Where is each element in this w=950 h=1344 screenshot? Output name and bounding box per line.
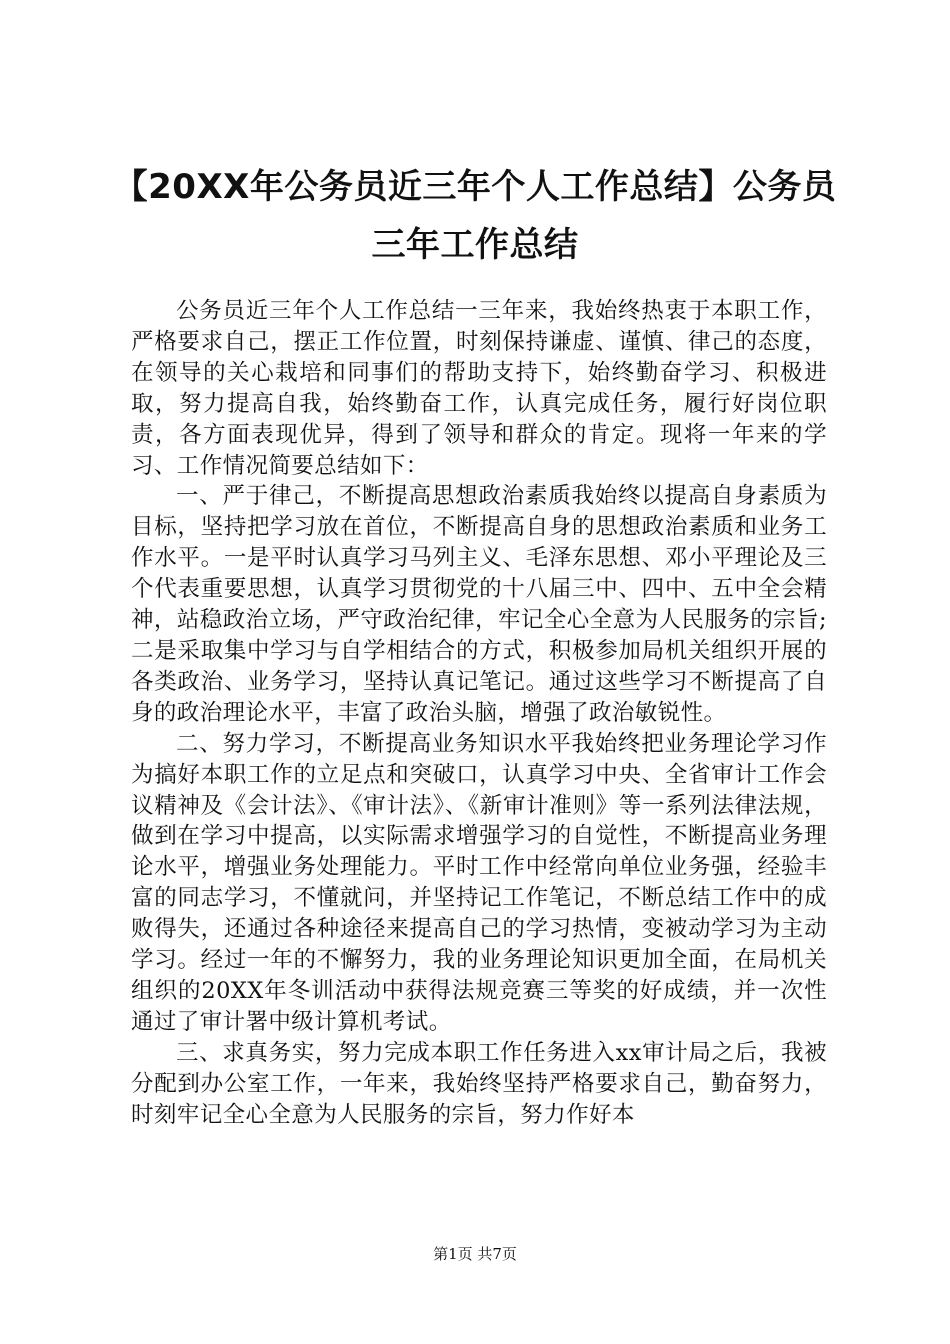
paragraph-section-2: 二、努力学习，不断提高业务知识水平我始终把业务理论学习作为搞好本职工作的立足点和突破口，认真学习中央、全省审计工作会议精神及《会计法》、《审计法》、《新审计准则》等一系列法律法规，做到在学习中提高，以实际需求增强学习的自觉性，不断提高业务理论水平，增强业务处理能力。平时工作中经常向单位业务强，经验丰富的同志学习，不懂就问，并坚持记工作笔记，不断总结工作中的成败得失，还通过各种途径来提高自己的学习热情，变被动学习为主动学习。经过一年的不懈努力，我的业务理论知识更加全面，在局机关组织的20XX年冬训活动中获得法规竞赛三等奖的好成绩，并一次性通过了审计署中级计算机考试。 — [131, 730, 827, 1035]
document-body — [131, 296, 827, 1130]
paragraph-section-3: 三、求真务实，努力完成本职工作任务进入xx审计局之后，我被分配到办公室工作，一年来，我始终坚持严格要求自己，勤奋努力，时刻牢记全心全意为人民服务的宗旨，努力作好本 — [131, 1039, 827, 1128]
paragraph-intro: 公务员近三年个人工作总结一三年来，我始终热衷于本职工作，严格要求自己，摆正工作位置，时刻保持谦虚、谨慎、律己的态度，在领导的关心栽培和同事们的帮助支持下，始终勤奋学习、积极进取，努力提高自我，始终勤奋工作，认真完成任务，履行好岗位职责，各方面表现优异，得到了领导和群众的肯定。现将一年来的学习、工作情况简要总结如下： — [131, 298, 827, 479]
paragraph-section-1: 一、严于律己，不断提高思想政治素质我始终以提高自身素质为目标，坚持把学习放在首位，不断提高自身的思想政治素质和业务工作水平。一是平时认真学习马列主义、毛泽东思想、邓小平理论及三个代表重要思想，认真学习贯彻党的十八届三中、四中、五中全会精神，站稳政治立场，严守政治纪律，牢记全心全意为人民服务的宗旨;二是采取集中学习与自学相结合的方式，积极参加局机关组织开展的各类政治、业务学习，坚持认真记笔记。通过这些学习不断提高了自身的政治理论水平，丰富了政治头脑，增强了政治敏锐性。 — [131, 483, 827, 726]
page-footer: 第1页 共7页 — [433, 1245, 517, 1263]
document-title: 【20XX年公务员近三年个人工作总结】公务员三年工作总结 — [113, 167, 837, 265]
